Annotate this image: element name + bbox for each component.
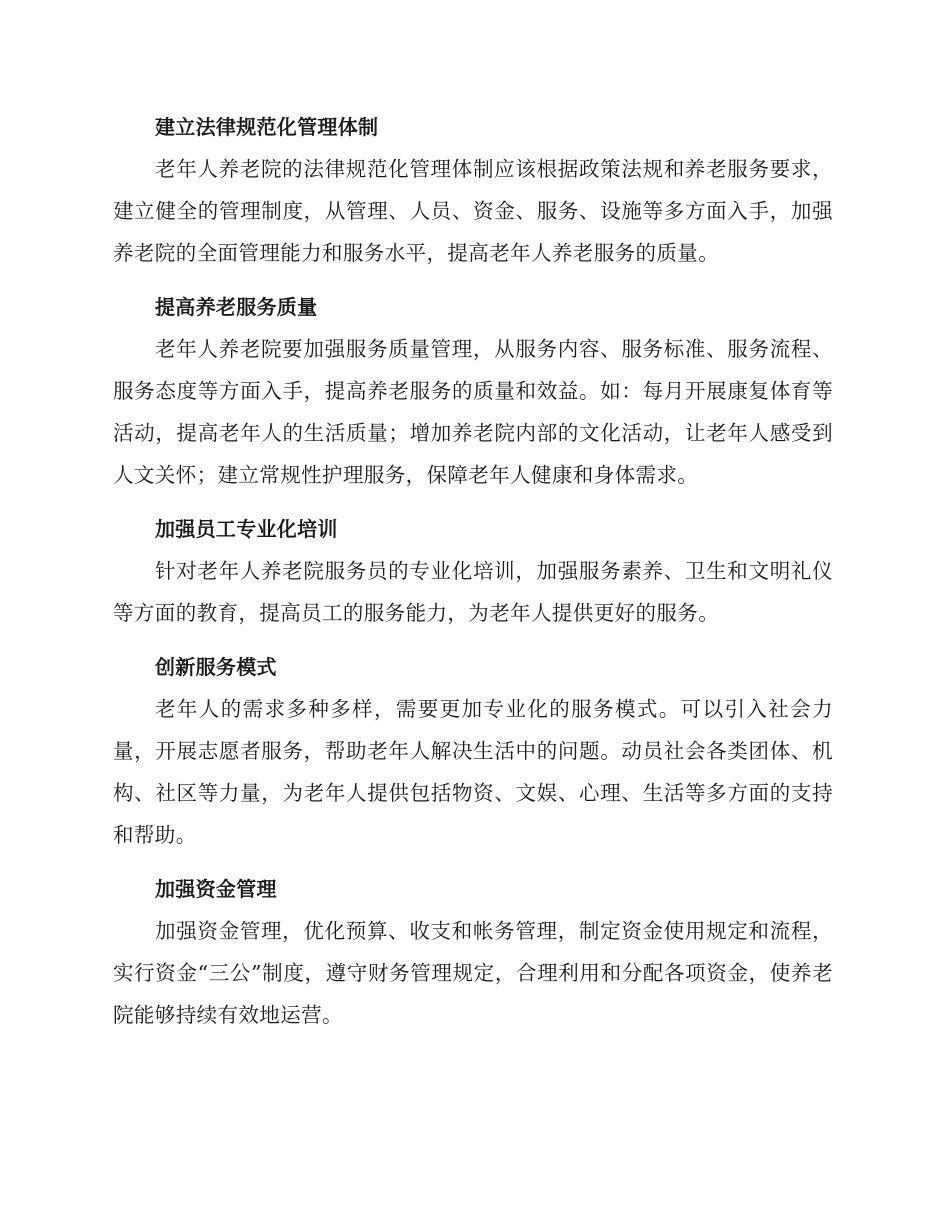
section-paragraph: 加强资金管理，优化预算、收支和帐务管理，制定资金使用规定和流程，实行资金“三公”制度，遵守财务管理规定，合理利用和分配各项资金，使养老院能够持续有效地运营。 (113, 919, 833, 1027)
section-heading: 加强员工专业化培训 (155, 517, 338, 541)
section-heading: 建立法律规范化管理体制 (155, 115, 379, 139)
section-heading: 提高养老服务质量 (155, 295, 318, 319)
document-page (113, 106, 833, 1048)
section-staff-training (113, 508, 833, 634)
section-fund-management (113, 868, 833, 1036)
section-paragraph: 老年人的需求多种多样，需要更加专业化的服务模式。可以引入社会力量，开展志愿者服务，帮助老年人解决生活中的问题。动员社会各类团体、机构、社区等力量，为老年人提供包括物资、文娱、心理、生活等多方面的支持和帮助。 (113, 697, 833, 847)
section-legal-management (113, 106, 833, 274)
section-service-quality (113, 286, 833, 496)
section-heading: 加强资金管理 (155, 877, 277, 901)
section-service-model (113, 646, 833, 856)
section-heading: 创新服务模式 (155, 655, 277, 679)
section-paragraph: 针对老年人养老院服务员的专业化培训，加强服务素养、卫生和文明礼仪等方面的教育，提高员工的服务能力，为老年人提供更好的服务。 (113, 559, 833, 625)
section-paragraph: 老年人养老院要加强服务质量管理，从服务内容、服务标准、服务流程、服务态度等方面入手，提高养老服务的质量和效益。如：每月开展康复体育等活动，提高老年人的生活质量；增加养老院内部的文化活动，让老年人感受到人文关怀；建立常规性护理服务，保障老年人健康和身体需求。 (113, 337, 833, 487)
section-paragraph: 老年人养老院的法律规范化管理体制应该根据政策法规和养老服务要求，建立健全的管理制度，从管理、人员、资金、服务、设施等多方面入手，加强养老院的全面管理能力和服务水平，提高老年人养老服务的质量。 (113, 157, 833, 265)
